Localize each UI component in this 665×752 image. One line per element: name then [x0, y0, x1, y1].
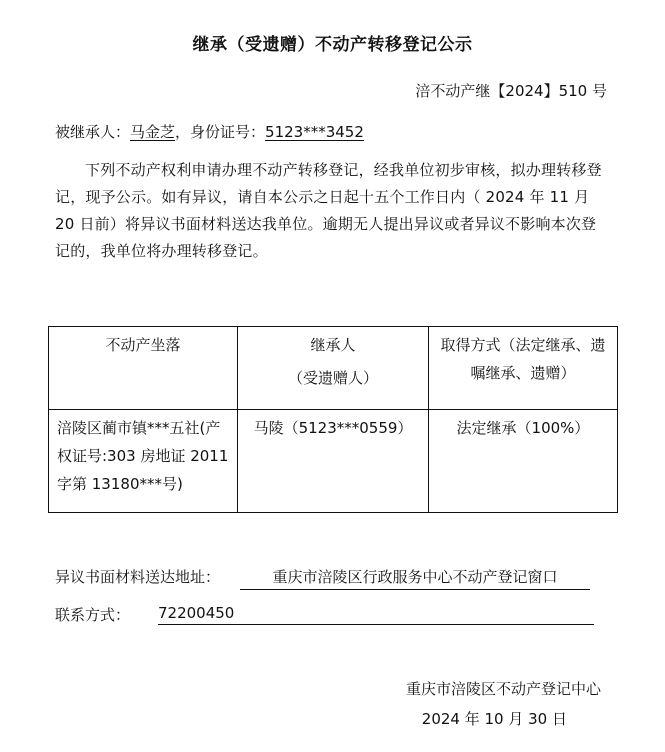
table-row: [49, 410, 618, 513]
issuing-authority: 重庆市涪陵区不动产登记中心: [405, 680, 601, 698]
contact-label: 联系方式：: [55, 606, 131, 624]
issue-date: 2024 年 10 月 30 日: [421, 710, 567, 728]
header-heir: [238, 327, 429, 410]
deceased-info: [55, 121, 364, 142]
address-label: 异议书面材料送达地址：: [55, 568, 221, 586]
cell-heir: 马陵（5123***0559）: [238, 410, 429, 513]
notice-title: 继承（受遗赠）不动产转移登记公示: [192, 35, 473, 55]
property-table: [48, 326, 618, 513]
document-number: 涪不动产继【2024】510 号: [415, 82, 607, 100]
deceased-id-number: 5123***3452: [265, 123, 364, 141]
header-location: 不动产坐落: [49, 327, 238, 410]
cell-method: 法定继承（100%）: [429, 410, 618, 513]
header-method: 取得方式（法定继承、遗嘱继承、遗赠）: [429, 327, 618, 410]
id-label: ，身份证号：: [175, 123, 266, 141]
contact-value: 72200450: [158, 604, 594, 625]
address-value: 重庆市涪陵区行政服务中心不动产登记窗口: [240, 566, 590, 590]
header-heir-line2: （受遗赠人）: [287, 369, 378, 387]
table-header-row: [49, 327, 618, 410]
deceased-name: 马金芝: [130, 123, 176, 141]
cell-location: 涪陵区蔺市镇***五社(产权证号:303 房地证 2011 字第 13180***号): [49, 410, 238, 513]
deceased-label: 被继承人：: [55, 123, 131, 141]
notice-paragraph: 下列不动产权利申请办理不动产转移登记，经我单位初步审核，拟办理转移登记，现予公示。如有异议，请自本公示之日起十五个工作日内（ 2024 年 11 月 20 日前）将异议书面材料送达我单位。逾期无人提出异议或者异议不影响本次登记的，我单位将办理转移登记。: [55, 161, 602, 260]
header-heir-line1: 继承人: [310, 336, 356, 354]
